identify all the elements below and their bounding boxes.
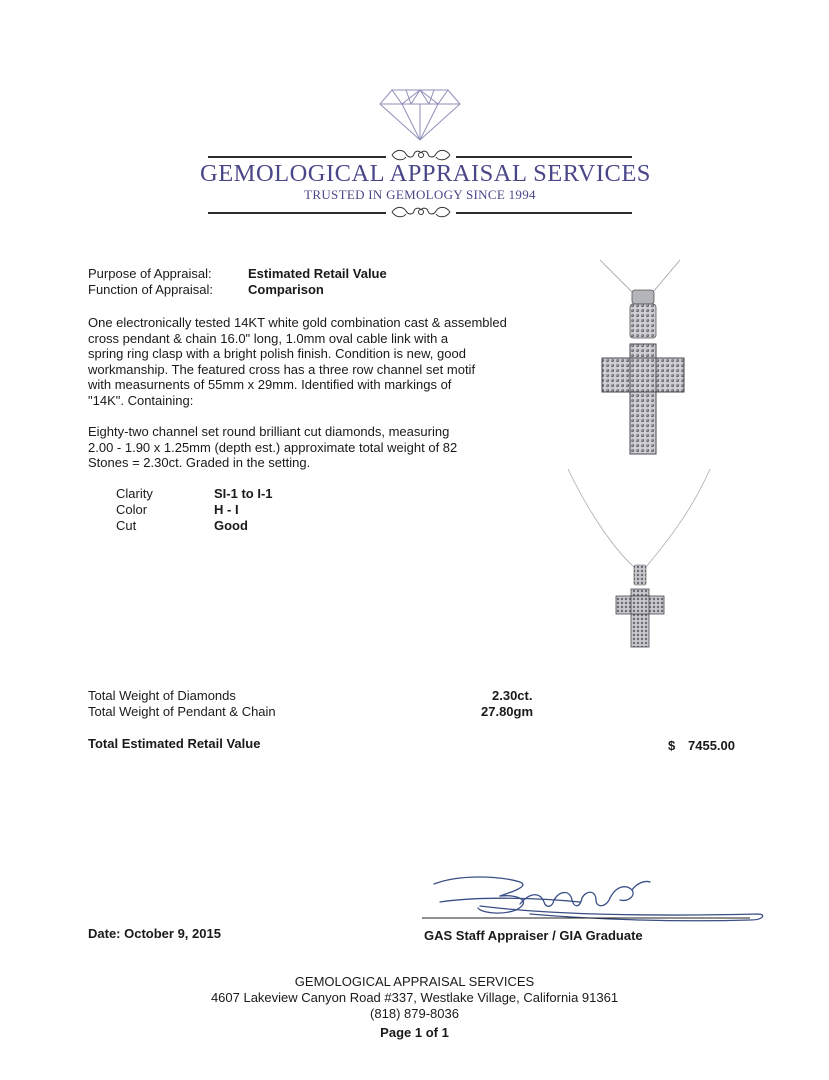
appraisal-date: Date: October 9, 2015 bbox=[88, 926, 221, 941]
description-line: "14K". Containing: bbox=[88, 392, 194, 408]
function-label: Function of Appraisal: bbox=[88, 282, 214, 297]
total-diamond-weight-value: 2.30ct. bbox=[492, 688, 533, 703]
grade-label-cut: Cut bbox=[116, 518, 137, 533]
item-description bbox=[88, 315, 548, 409]
description-line: cross pendant & chain 16.0" long, 1.0mm oval cable link with a bbox=[88, 330, 449, 346]
grade-value-clarity: SI-1 to I-1 bbox=[214, 486, 273, 501]
page-number: Page 1 of 1 bbox=[380, 1025, 449, 1040]
purpose-value: Estimated Retail Value bbox=[248, 266, 387, 281]
grade-value-color: H - I bbox=[214, 502, 239, 517]
total-pendant-weight-value: 27.80gm bbox=[481, 704, 534, 719]
description-line: with measurnents of 55mm x 29mm. Identified with markings of bbox=[88, 377, 452, 393]
grade-label-clarity: Clarity bbox=[116, 486, 153, 501]
company-tagline: TRUSTED IN GEMOLOGY SINCE 1994 bbox=[304, 187, 536, 202]
appraiser-title: GAS Staff Appraiser / GIA Graduate bbox=[424, 928, 643, 943]
total-pendant-weight-label: Total Weight of Pendant & Chain bbox=[88, 704, 276, 719]
description-line: workmanship. The featured cross has a three row channel set motif bbox=[88, 361, 476, 377]
purpose-label: Purpose of Appraisal: bbox=[88, 266, 212, 281]
description-line: One electronically tested 14KT white gold combination cast & assembled bbox=[88, 315, 507, 330]
grade-value-cut: Good bbox=[214, 518, 248, 533]
grade-label-color: Color bbox=[116, 502, 148, 517]
stones-line: Stones = 2.30ct. Graded in the setting. bbox=[88, 455, 311, 471]
description-line: spring ring clasp with a bright polish finish. Condition is new, good bbox=[88, 346, 466, 362]
company-logo bbox=[200, 88, 651, 228]
stones-line: Eighty-two channel set round brilliant cut diamonds, measuring bbox=[88, 424, 450, 439]
stones-description bbox=[88, 424, 548, 471]
footer-phone: (818) 879-8036 bbox=[370, 1006, 459, 1021]
stones-line: 2.00 - 1.90 x 1.25mm (depth est.) approximate total weight of 82 bbox=[88, 439, 458, 455]
function-value: Comparison bbox=[248, 282, 324, 297]
currency-symbol: $ bbox=[668, 738, 676, 753]
pendant-photo-necklace bbox=[560, 465, 720, 650]
company-brand-name: GEMOLOGICAL APPRAISAL SERVICES bbox=[200, 160, 651, 187]
total-retail-value-label: Total Estimated Retail Value bbox=[88, 736, 261, 751]
flourish-ornament bbox=[386, 203, 456, 221]
pendant-photo-closeup bbox=[590, 258, 700, 468]
diamond-icon bbox=[378, 88, 462, 142]
total-diamond-weight-label: Total Weight of Diamonds bbox=[88, 688, 236, 703]
footer-company-name: GEMOLOGICAL APPRAISAL SERVICES bbox=[294, 974, 535, 989]
total-retail-value: 7455.00 bbox=[688, 738, 735, 753]
footer-address: 4607 Lakeview Canyon Road #337, Westlake Village, California 91361 bbox=[210, 990, 619, 1005]
appraiser-signature bbox=[420, 862, 770, 924]
